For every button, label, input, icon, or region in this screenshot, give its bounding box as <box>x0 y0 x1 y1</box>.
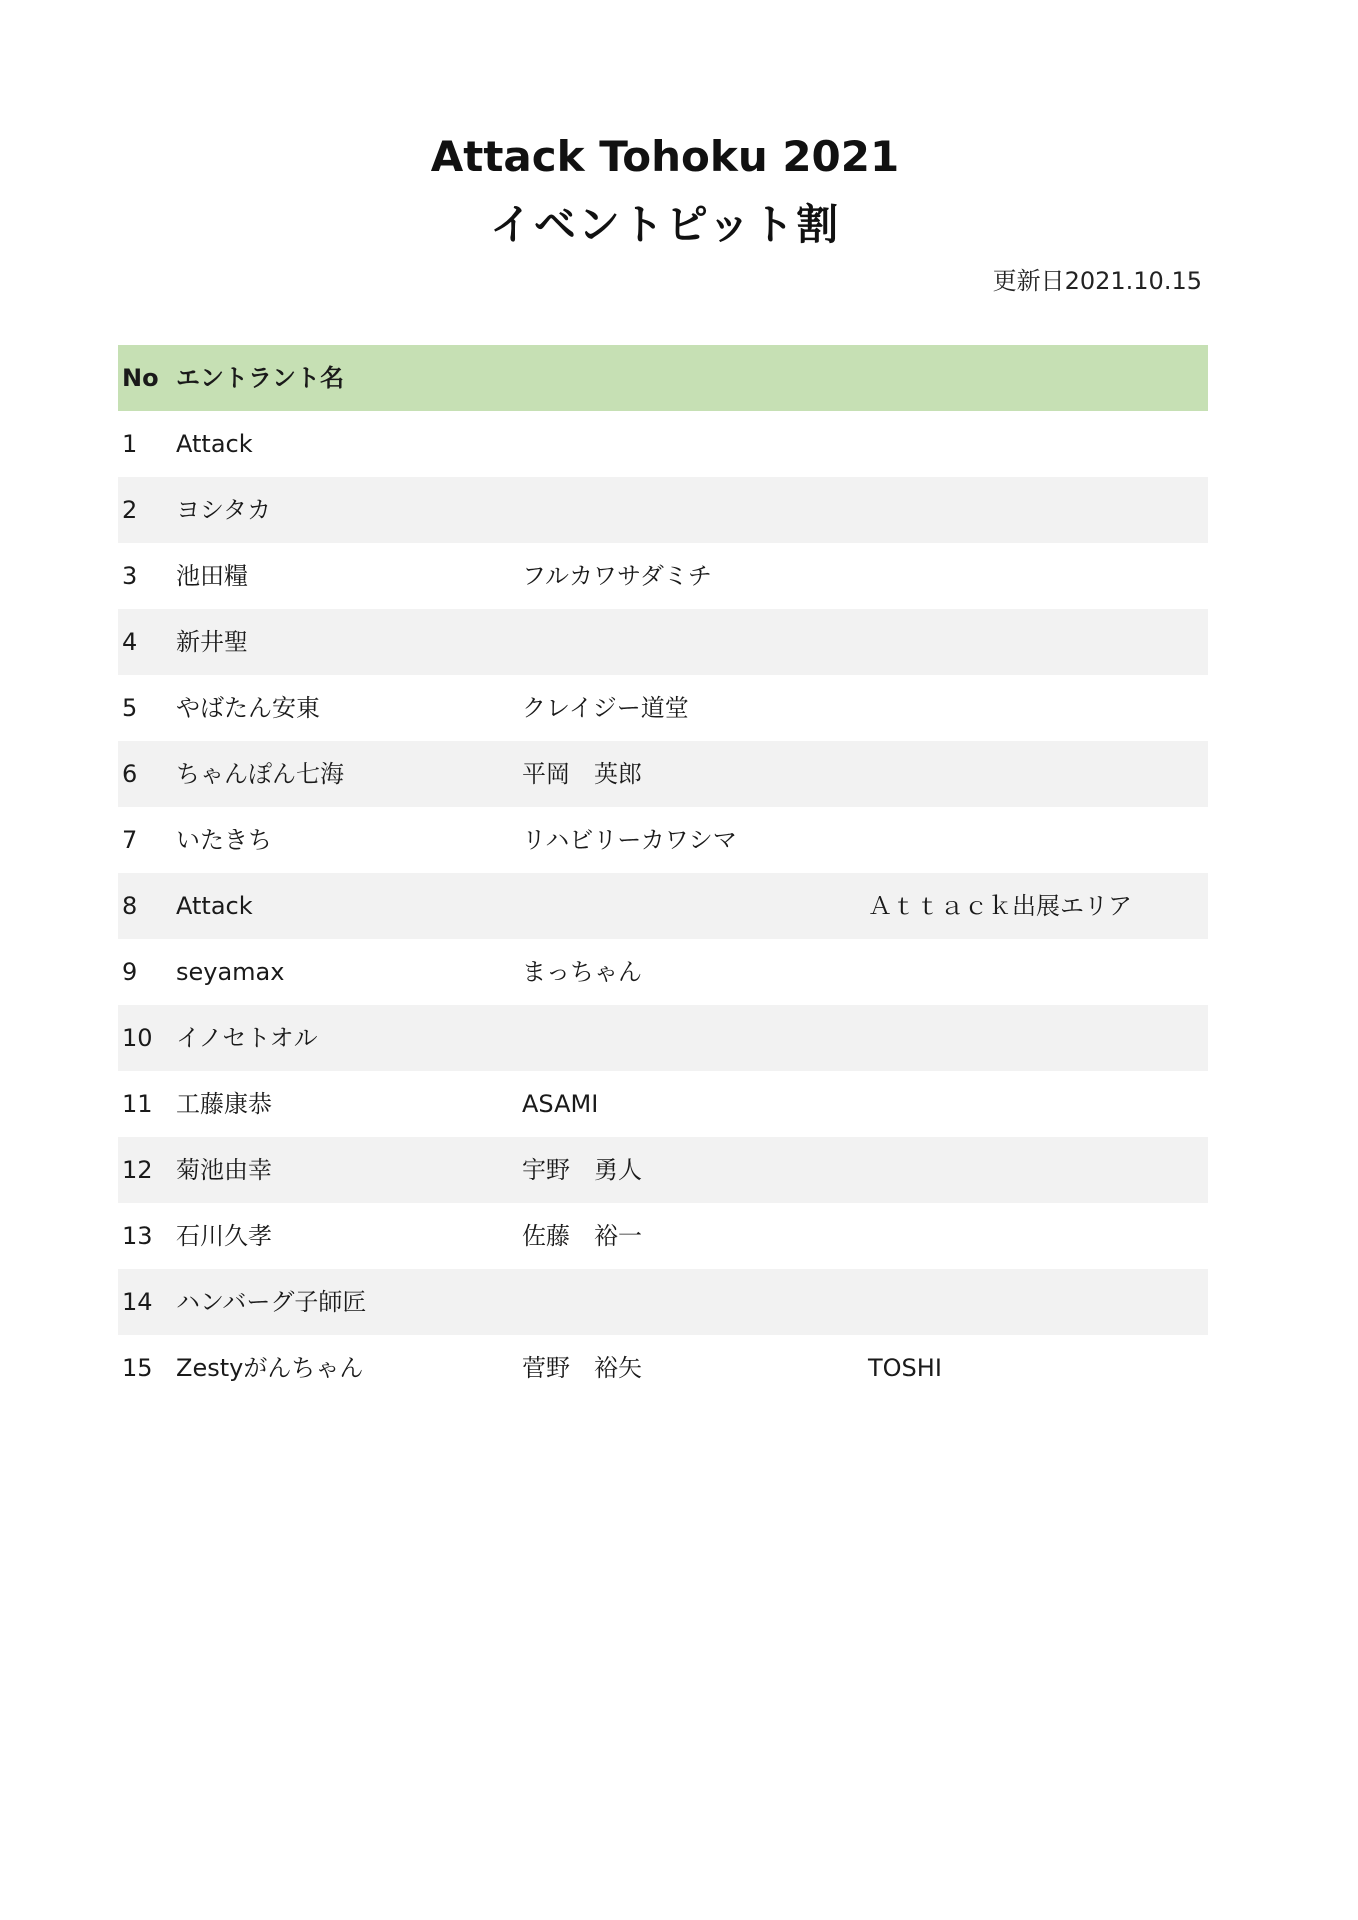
row-col3: TOSHI <box>868 1354 942 1382</box>
table-header-row <box>118 345 1208 411</box>
row-no: 6 <box>122 760 138 788</box>
row-col2: ASAMI <box>522 1090 599 1118</box>
row-no: 5 <box>122 694 138 722</box>
row-no: 3 <box>122 562 138 590</box>
document-subtitle: イベントピット割 <box>489 200 841 249</box>
row-no: 15 <box>122 1354 153 1382</box>
row-entrant-name: seyamax <box>176 958 285 986</box>
row-no: 12 <box>122 1156 153 1184</box>
table-row <box>118 1335 1208 1401</box>
row-entrant-name: イノセトオル <box>176 1024 318 1052</box>
table-row <box>118 873 1208 939</box>
row-no: 1 <box>122 430 138 458</box>
header-entrant-name: エントラント名 <box>176 364 344 392</box>
entrant-table <box>118 345 1208 1401</box>
table-row <box>118 741 1208 807</box>
table-row <box>118 543 1208 609</box>
row-entrant-name: 新井聖 <box>176 628 248 656</box>
row-no: 2 <box>122 496 138 524</box>
row-no: 13 <box>122 1222 153 1250</box>
row-entrant-name: やばたん安東 <box>176 694 320 722</box>
row-entrant-name: 石川久孝 <box>176 1222 272 1250</box>
row-no: 9 <box>122 958 138 986</box>
table-row <box>118 1269 1208 1335</box>
row-entrant-name: 池田糧 <box>176 562 248 590</box>
row-entrant-name: いたきち <box>176 826 272 854</box>
table-row <box>118 609 1208 675</box>
row-no: 11 <box>122 1090 153 1118</box>
table-row <box>118 411 1208 477</box>
table-row <box>118 807 1208 873</box>
row-entrant-name: Attack <box>176 430 253 458</box>
row-entrant-name: Attack <box>176 892 253 920</box>
row-col2: フルカワサダミチ <box>522 562 712 590</box>
row-entrant-name: 菊池由幸 <box>176 1156 272 1184</box>
row-entrant-name: Zestyがんちゃん <box>176 1354 364 1382</box>
row-no: 4 <box>122 628 138 656</box>
row-col2: 平岡 英郎 <box>522 760 642 788</box>
row-entrant-name: ハンバーグ子師匠 <box>176 1288 367 1316</box>
row-no: 7 <box>122 826 138 854</box>
table-row <box>118 1203 1208 1269</box>
row-col2: リハビリーカワシマ <box>522 826 737 854</box>
table-row <box>118 477 1208 543</box>
row-no: 14 <box>122 1288 153 1316</box>
row-no: 10 <box>122 1024 153 1052</box>
table-row <box>118 939 1208 1005</box>
row-entrant-name: 工藤康恭 <box>176 1090 272 1118</box>
table-row <box>118 1137 1208 1203</box>
document-title: Attack Tohoku 2021 <box>430 132 900 181</box>
row-col2: 宇野 勇人 <box>522 1156 642 1184</box>
row-entrant-name: ヨシタカ <box>176 496 272 524</box>
header-no: No <box>122 364 159 392</box>
row-no: 8 <box>122 892 138 920</box>
row-col3: Ａｔｔａｃｋ出展エリア <box>868 892 1132 920</box>
row-entrant-name: ちゃんぽん七海 <box>176 760 344 788</box>
updated-date: 更新日2021.10.15 <box>992 267 1202 295</box>
row-col2: まっちゃん <box>522 958 642 986</box>
row-col2: クレイジー道堂 <box>522 694 689 722</box>
row-col2: 佐藤 裕一 <box>522 1222 642 1250</box>
row-col2: 菅野 裕矢 <box>522 1354 642 1382</box>
table-row <box>118 1071 1208 1137</box>
table-row <box>118 675 1208 741</box>
table-row <box>118 1005 1208 1071</box>
